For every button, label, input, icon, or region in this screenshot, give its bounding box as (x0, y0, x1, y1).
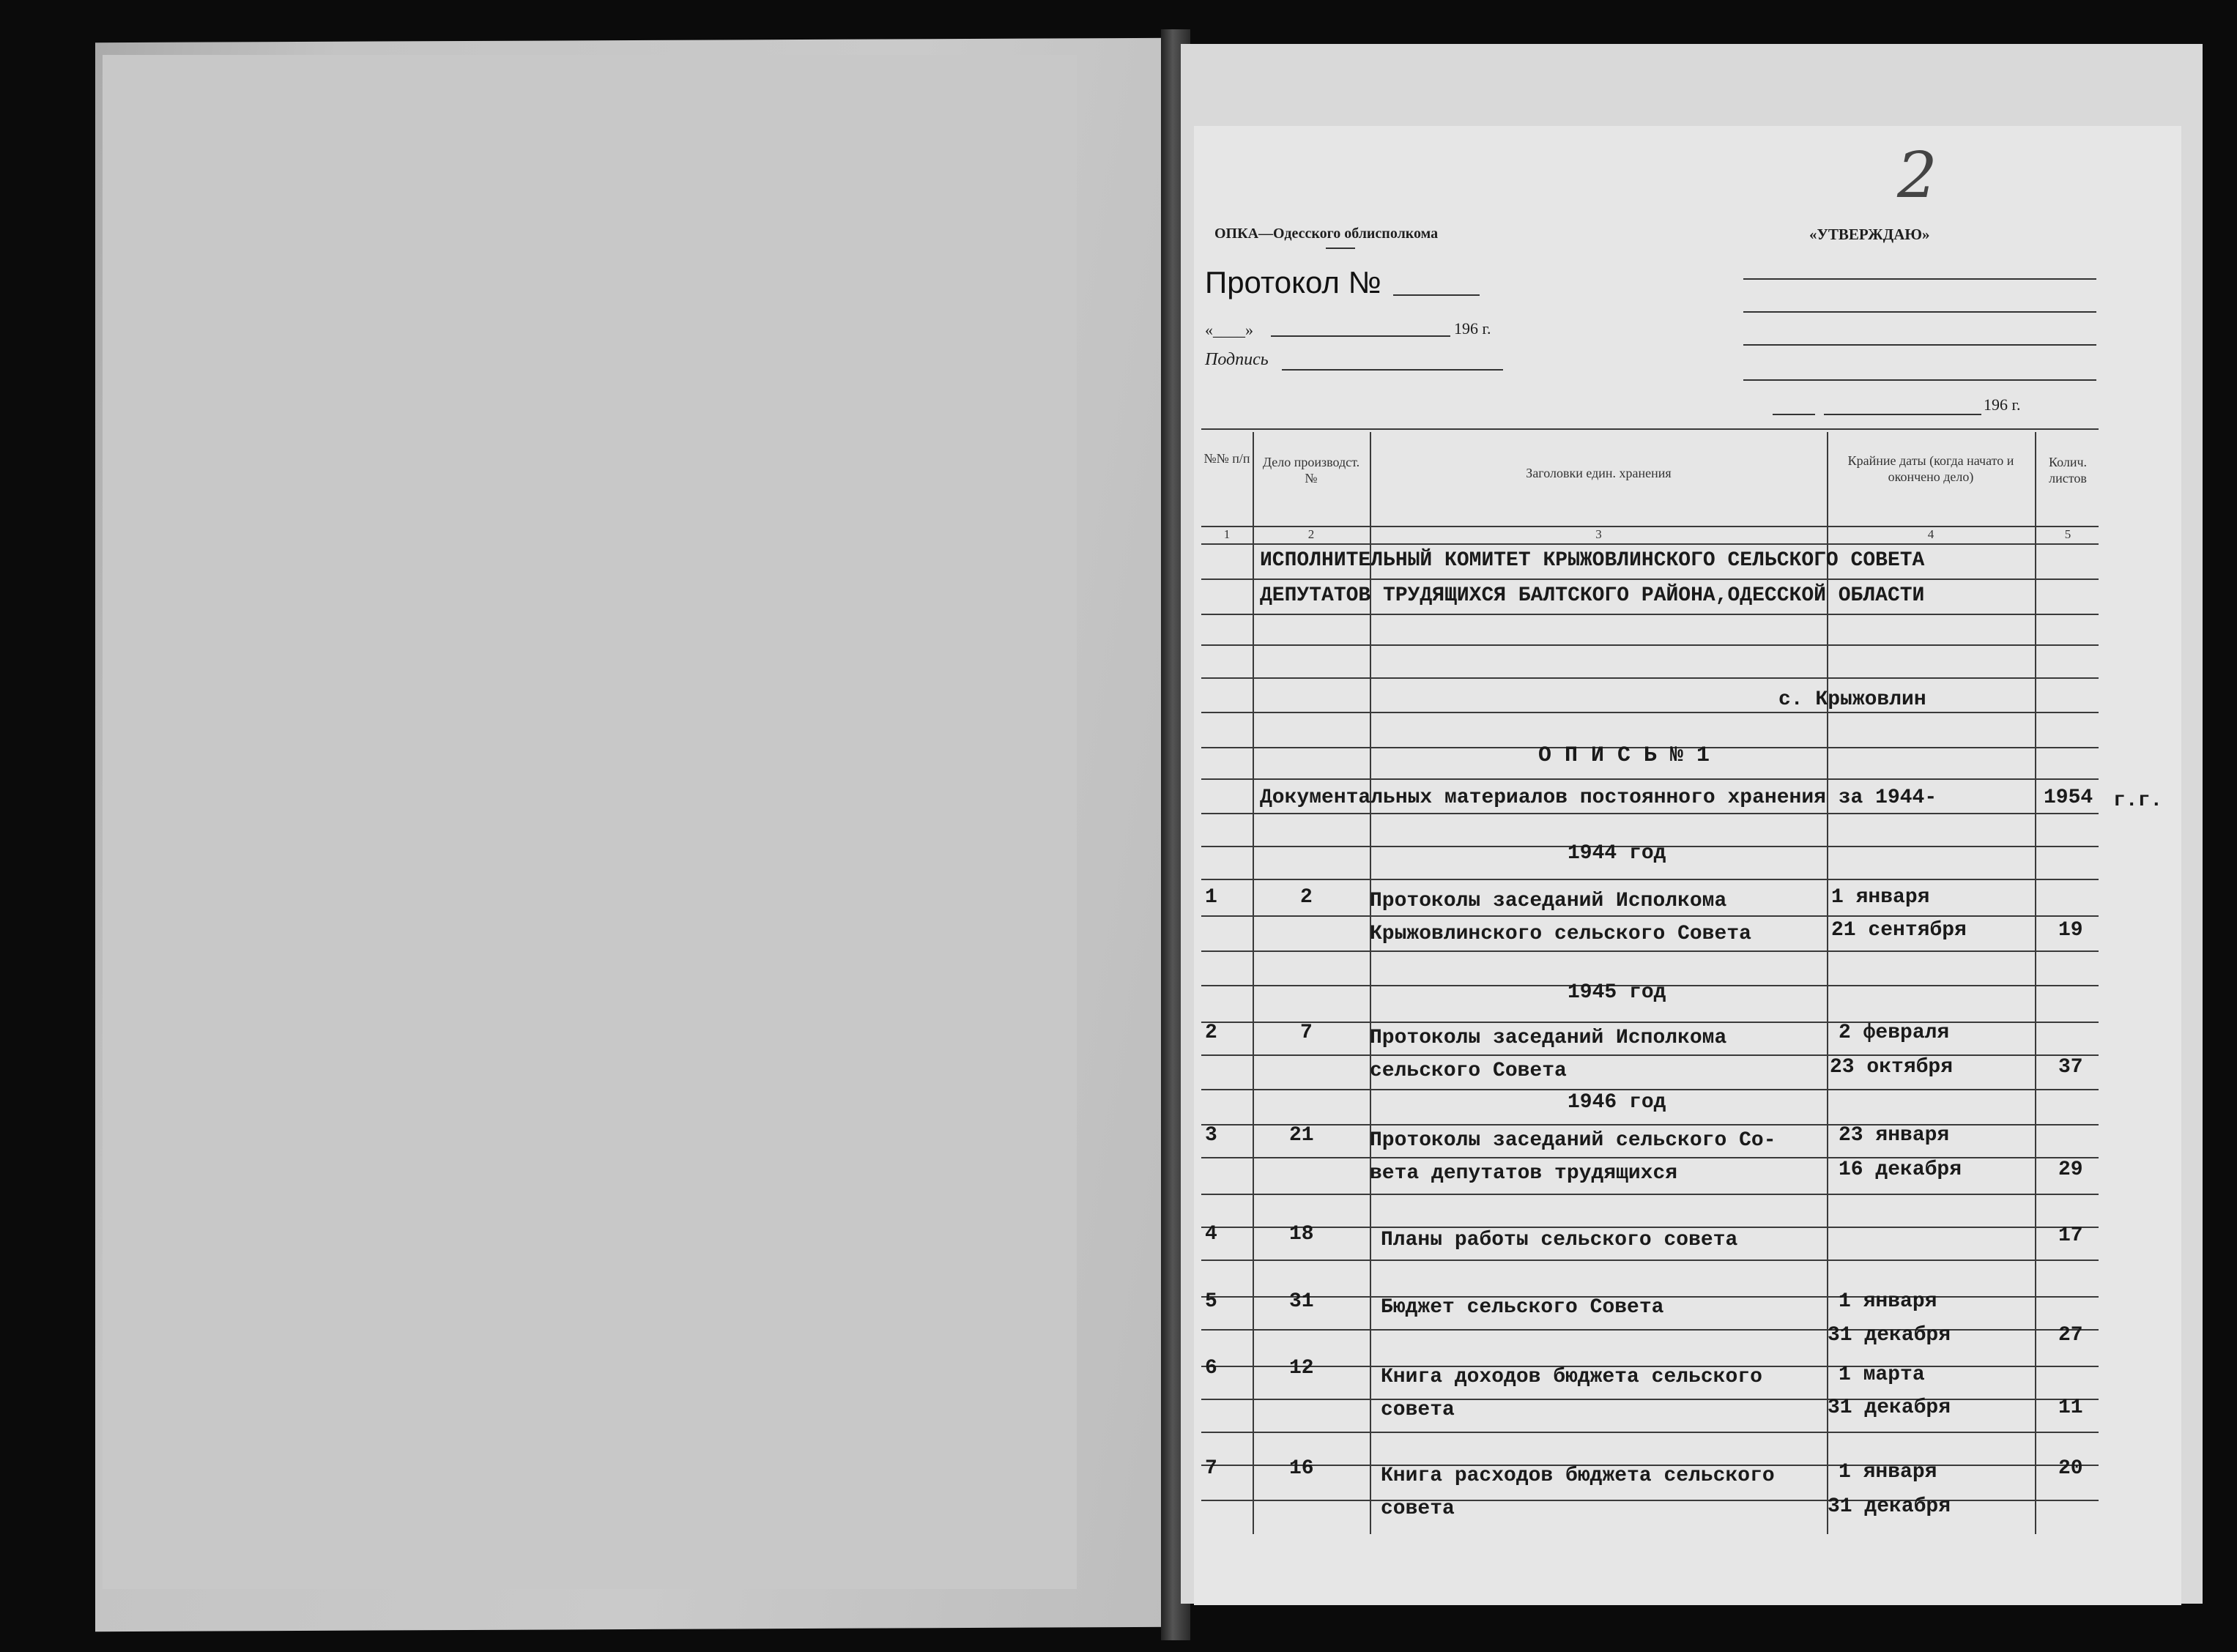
row-date-end: 31 декабря (1828, 1396, 1951, 1419)
row-date-end: 31 декабря (1828, 1495, 1951, 1518)
col-num-4: 4 (1927, 527, 1934, 541)
protocol-label: Протокол № (1205, 265, 1381, 299)
row-file-number: 31 (1289, 1290, 1314, 1313)
protocol-year: 196 г. (1454, 319, 1491, 338)
row-title-line-1: Бюджет сельского Совета (1381, 1296, 1664, 1319)
row-sheet-count: 20 (2058, 1457, 2083, 1480)
row-date-start: 23 января (1839, 1124, 1950, 1147)
row-title-line-2: вета депутатов трудящихся (1370, 1162, 1678, 1185)
opis-subtitle-end-year: 1954 (2044, 786, 2093, 809)
row-file-number: 7 (1300, 1022, 1313, 1044)
row-sheet-count: 27 (2058, 1324, 2083, 1347)
approve-label: «УТВЕРЖДАЮ» (1809, 226, 1930, 243)
row-file-number: 2 (1300, 886, 1313, 909)
row-number: 4 (1205, 1223, 1217, 1246)
year-heading-1944: 1944 год (1568, 842, 1666, 865)
row-number: 2 (1205, 1022, 1217, 1044)
row-title-line-1: Протоколы заседаний сельского Со- (1370, 1129, 1776, 1152)
row-date-end: 16 декабря (1839, 1158, 1962, 1181)
opis-subtitle: Документальных материалов постоянного хранения за 1944- (1260, 786, 1937, 809)
row-file-number: 18 (1289, 1223, 1314, 1246)
row-date-start: 1 марта (1839, 1363, 1925, 1386)
row-title-line-2: совета (1381, 1399, 1455, 1421)
row-title-line-2: Крыжовлинского сельского Совета (1370, 923, 1751, 945)
protocol-date-prefix: «____» (1205, 321, 1253, 339)
col-num-1: 1 (1223, 527, 1231, 541)
row-sheet-count: 11 (2058, 1396, 2083, 1419)
row-number: 5 (1205, 1290, 1217, 1313)
row-sheet-count: 19 (2058, 919, 2083, 942)
row-date-start: 1 января (1831, 886, 1930, 909)
handwritten-page-number: 2 (1897, 139, 1937, 212)
approve-year: 196 г. (1984, 395, 2021, 414)
row-number: 6 (1205, 1357, 1217, 1380)
row-title-line-1: Протоколы заседаний Исполкома (1370, 1027, 1727, 1049)
col-header-number: №№ п/п (1203, 451, 1250, 466)
row-number: 7 (1205, 1457, 1217, 1480)
col-num-2: 2 (1307, 527, 1315, 541)
row-file-number: 16 (1289, 1457, 1314, 1480)
row-title-line-1: Книга доходов бюджета сельского (1381, 1366, 1762, 1388)
issuer-label: ОПКА—Одесского облисполкома (1214, 226, 1439, 242)
village-name: с. Крыжовлин (1778, 688, 1926, 711)
title-line-1: ИСПОЛНИТЕЛЬНЫЙ КОМИТЕТ КРЫЖОВЛИНСКОГО СЕЛЬСКОГО СОВЕТА (1260, 549, 1925, 572)
opis-subtitle-suffix: г.г. (2113, 789, 2163, 812)
row-number: 3 (1205, 1124, 1217, 1147)
row-title-line-1: Планы работы сельского совета (1381, 1229, 1738, 1251)
left-page-inner-sheet (103, 55, 1077, 1589)
col-num-5: 5 (2064, 527, 2071, 541)
row-file-number: 21 (1289, 1124, 1314, 1147)
title-line-2: ДЕПУТАТОВ ТРУДЯЩИХСЯ БАЛТСКОГО РАЙОНА,ОДЕССКОЙ ОБЛАСТИ (1260, 584, 1925, 607)
year-heading-1945: 1945 год (1568, 981, 1666, 1004)
signature-label: Подпись (1205, 350, 1269, 369)
row-date-start: 2 февраля (1839, 1022, 1950, 1044)
row-title-line-1: Книга расходов бюджета сельского (1381, 1465, 1775, 1487)
row-date-start: 1 января (1839, 1290, 1937, 1313)
row-date-start: 1 января (1839, 1461, 1937, 1484)
row-sheet-count: 17 (2058, 1224, 2083, 1247)
row-date-end: 23 октября (1830, 1056, 1954, 1079)
col-header-file: Дело производст. № (1262, 455, 1360, 485)
col-header-sheets: Колич. листов (2048, 455, 2088, 485)
row-date-end: 31 декабря (1828, 1324, 1951, 1347)
col-num-3: 3 (1595, 527, 1602, 541)
row-title-line-2: совета (1381, 1497, 1455, 1520)
row-title-line-1: Протоколы заседаний Исполкома (1370, 890, 1727, 912)
row-file-number: 12 (1289, 1357, 1314, 1380)
opis-heading: О П И С Ь № 1 (1538, 743, 1710, 768)
row-title-line-2: сельского Совета (1370, 1060, 1567, 1082)
col-header-title: Заголовки един. хранения (1526, 466, 1672, 480)
row-sheet-count: 29 (2058, 1158, 2083, 1181)
year-heading-1946: 1946 год (1568, 1091, 1666, 1114)
col-header-dates: Крайние даты (когда начато и окончено дело) (1847, 453, 2014, 484)
row-date-end: 21 сентября (1831, 919, 1967, 942)
row-number: 1 (1205, 886, 1217, 909)
row-sheet-count: 37 (2058, 1056, 2083, 1079)
